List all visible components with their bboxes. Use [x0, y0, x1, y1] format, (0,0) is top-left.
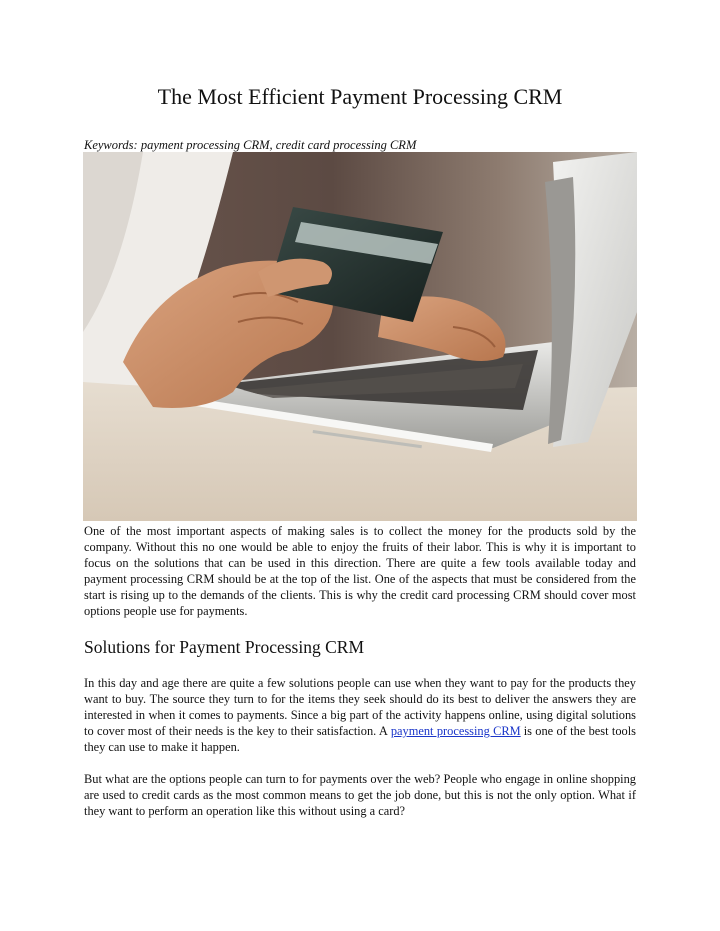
paragraph-text: In this day and age there are quite a few solutions people can use when they want to pay for the products they want to buy. The source they turn to for the items they seek should do its best to deliver the answers they are interested in when it comes to payments. Since a big part of the activity happens online, using digital solutions to cover most of their needs is the key to their satisfaction. A: [84, 676, 636, 738]
section-heading: Solutions for Payment Processing CRM: [84, 637, 365, 657]
hero-photo: [83, 152, 637, 521]
paragraph-options: But what are the options people can turn to for payments over the web? People who engage in online shopping are used to credit cards as the most common means to get the job done, but this is not the only option. What if they want to perform an operation like this without using a card?: [84, 772, 636, 818]
payment-processing-crm-link[interactable]: payment processing CRM: [390, 724, 521, 738]
keywords-line: Keywords: payment processing CRM, credit card processing CRM: [84, 138, 417, 152]
hand-credit-card-laptop-illustration: [83, 152, 637, 521]
paragraph-text: is one of the best tools they can use to make it happen.: [84, 724, 636, 754]
paragraph-solutions: [84, 675, 636, 755]
page-title: The Most Efficient Payment Processing CRM: [157, 84, 563, 109]
paragraph-intro: One of the most important aspects of making sales is to collect the money for the products sold by the company. Without this no one would be able to enjoy the fruits of their labor. This is why it is important to focus on the solutions that can be used in this direction. There are quite a few tools available today and payment processing CRM should be at the top of the list. One of the aspects that must be considered from the start is rising up to the demands of the clients. This is why the credit card processing CRM should cover most options people use for payments.: [84, 524, 636, 618]
